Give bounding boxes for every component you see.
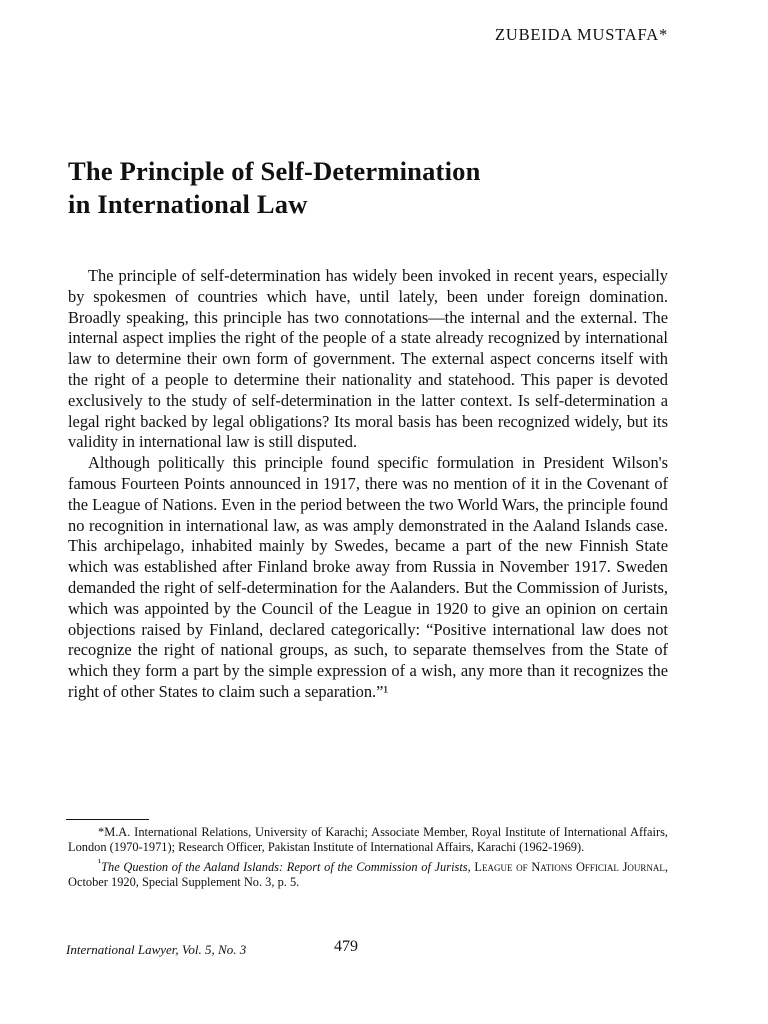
body-paragraph-1: The principle of self-determination has widely been invoked in recent years, especially by spokesmen of countries which have, until lately, been under foreign domination. Broadly speaking, this principle has two connotations—the internal and the external. The internal aspect implies the right of the people of a state already recognized by international law to determine their own form of government. The external aspect concerns itself with the right of a people to determine their nationality and statehood. This paper is devoted exclusively to the study of self-determination in the latter context. Is self-determination a legal right backed by legal obligations? Its moral basis has been recognized widely, but its validity in international law is still disputed.: [68, 266, 668, 452]
page-number: 479: [334, 938, 358, 955]
journal-citation: International Lawyer, Vol. 5, No. 3: [66, 942, 247, 957]
footnote-1-title: The Question of the Aaland Islands: Report of the Commission of Jurists,: [101, 859, 471, 874]
article-body: [68, 266, 668, 703]
footnote-author: *M.A. International Relations, University of Karachi; Associate Member, Royal Institute of International Affairs, London (1970-1971); Research Officer, Pakistan Institute of International Affairs, Karachi (1962-1969).: [68, 825, 668, 855]
footnote-separator: [66, 819, 149, 820]
footnotes: [68, 825, 668, 891]
footnote-1-journal: League of Nations Official Journal,: [474, 859, 669, 874]
article-title-line-1: The Principle of Self-Determination: [68, 156, 481, 186]
footnote-1-marker: ¹: [98, 857, 102, 869]
author-name: ZUBEIDA MUSTAFA*: [495, 25, 668, 44]
article-title-line-2: in International Law: [68, 189, 308, 219]
footnote-1: [68, 856, 668, 891]
body-paragraph-2: Although politically this principle found specific formulation in President Wilson's famous Fourteen Points announced in 1917, there was no mention of it in the Covenant of the League of Nations. Even in the period between the two World Wars, the principle found no recognition in international law, as was amply demonstrated in the Aaland Islands case. This archipelago, inhabited mainly by Swedes, became a part of the new Finnish State which was established after Finland broke away from Russia in November 1917. Sweden demanded the right of self-determination for the Aalanders. But the Commission of Jurists, which was appointed by the Council of the League in 1920 to give an opinion on certain objections raised by Finland, declared categorically: “Positive international law does not recognize the right of national groups, as such, to separate themselves from the State of which they form a part by the simple expression of a wish, any more than it recognizes the right of other States to claim such a separation.”¹: [68, 453, 668, 701]
footnote-1-detail: October 1920, Special Supplement No. 3, p. 5.: [68, 875, 300, 890]
article-title: [68, 155, 708, 221]
